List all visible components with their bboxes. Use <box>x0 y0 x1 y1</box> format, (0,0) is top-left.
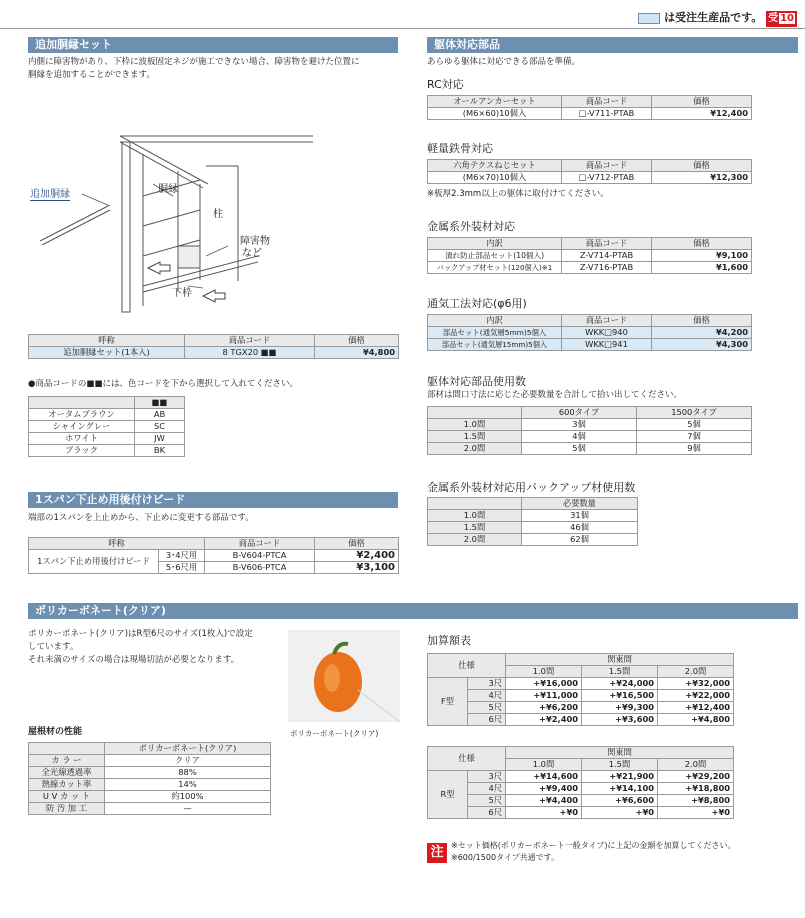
polycarbonate-photo <box>288 630 400 722</box>
table-cell: 88% <box>105 767 271 779</box>
col-header-name: 呼称 <box>29 538 205 550</box>
col-header-price: 価格 <box>315 335 399 347</box>
table-cell: +¥0 <box>582 807 658 819</box>
table-cell: クリア <box>105 755 271 767</box>
surcharge-table-r <box>427 746 734 819</box>
table-cell: 1.0間 <box>428 510 522 522</box>
table-cell: +¥0 <box>506 807 582 819</box>
metal-table <box>427 237 752 274</box>
col-header-span: 1.0間 <box>506 666 582 678</box>
section-desc-additional-rail: 内側に障害物があり、下枠に波板固定ネジが施工できない場合、障害物を避けた位置に 胴縁を追加することができます。 <box>28 57 360 80</box>
table-cell: 2.0間 <box>428 534 522 546</box>
col-header-price: 価格 <box>315 538 399 550</box>
table-cell: 3尺 <box>468 771 506 783</box>
table-cell: JW <box>135 433 185 445</box>
col-header-name: 内訳 <box>428 238 562 250</box>
col-header-span: 1.5間 <box>582 666 658 678</box>
col-header-spec: 仕様 <box>428 654 506 678</box>
table-cell: 漬れ防止部品セット(10個入) <box>428 250 562 262</box>
table-cell: +¥6,200 <box>506 702 582 714</box>
table-cell: 3個 <box>522 419 637 431</box>
usage-table <box>427 406 752 455</box>
steel-table <box>427 159 752 184</box>
table-cell: 部品セット(通気層5mm)5個入 <box>428 327 562 339</box>
col-header-name: 呼称 <box>29 335 185 347</box>
col-header-price: 価格 <box>652 160 752 172</box>
col-header-code: ■■ <box>135 397 185 409</box>
table-cell: ¥1,600 <box>652 262 752 274</box>
performance-title: 屋根材の性能 <box>28 727 83 737</box>
table-cell: 追加胴縁セット(1本入) <box>29 347 185 359</box>
col-header-span: 2.0間 <box>658 666 734 678</box>
table-cell: 2.0間 <box>428 443 522 455</box>
col-header-region: 関東間 <box>506 747 734 759</box>
bead-table <box>28 537 399 574</box>
sub-title-vent: 通気工法対応(φ6用) <box>427 297 527 310</box>
col-header-name: 内訳 <box>428 315 562 327</box>
table-cell: 防 汚 加 工 <box>29 803 105 815</box>
usage-desc: 部材は間口寸法に応じた必要数量を合計して拾い出してください。 <box>427 390 683 400</box>
table-cell: ¥2,400 <box>315 550 399 562</box>
col-header-code: 商品コード <box>562 238 652 250</box>
table-cell: 31個 <box>522 510 638 522</box>
table-cell: カ ラ ー <box>29 755 105 767</box>
table-cell: 9個 <box>637 443 752 455</box>
table-cell: B-V606-PTCA <box>205 562 315 574</box>
table-cell: オータムブラウン <box>29 409 135 421</box>
table-cell: +¥9,300 <box>582 702 658 714</box>
table-cell: バックアップ材セット(120個入)※1 <box>428 262 562 274</box>
table-cell: WKK□940 <box>562 327 652 339</box>
col-header-code: 商品コード <box>562 160 652 172</box>
table-cell: ¥3,100 <box>315 562 399 574</box>
note-badge: 注 <box>427 843 447 863</box>
table-cell: +¥6,600 <box>582 795 658 807</box>
section-title-polycarbonate: ポリカーボネート(クリア) <box>28 603 798 619</box>
col-header-price: 価格 <box>652 238 752 250</box>
table-cell: R型 <box>428 771 468 819</box>
table-cell: 3･4尺用 <box>159 550 205 562</box>
table-cell: 約100% <box>105 791 271 803</box>
table-cell: F型 <box>428 678 468 726</box>
col-header-code: 商品コード <box>185 335 315 347</box>
table-cell: 8 TGX20 ■■ <box>185 347 315 359</box>
table-cell: ¥12,400 <box>652 108 752 120</box>
section-desc-frame-parts: あらゆる躯体に対応できる部品を準備。 <box>427 57 581 67</box>
table-cell: 1.5間 <box>428 431 522 443</box>
label-obstacle: 障害物 など <box>240 236 270 259</box>
table-cell: U V カ ッ ト <box>29 791 105 803</box>
table-cell: ホワイト <box>29 433 135 445</box>
section-title-additional-rail: 追加胴縁セット <box>28 37 398 53</box>
table-cell: 4尺 <box>468 783 506 795</box>
table-cell: 4個 <box>522 431 637 443</box>
table-cell: ¥4,200 <box>652 327 752 339</box>
table-cell: +¥16,000 <box>506 678 582 690</box>
col-header-price: 価格 <box>652 315 752 327</box>
surcharge-notes: ※セット価格(ポリカーボネート一般タイプ)に上記の金額を加算してください。 ※600/1500タイプ共通です。 <box>451 841 736 862</box>
sub-title-backup: 金属系外装材対応用バックアップ材使用数 <box>427 481 636 494</box>
sub-title-usage: 躯体対応部品使用数 <box>427 375 526 388</box>
col-header-region: 関東間 <box>506 654 734 666</box>
table-cell: □-V711-PTAB <box>562 108 652 120</box>
table-cell: 5尺 <box>468 702 506 714</box>
label-bottom-frame: 下枠 <box>172 288 192 299</box>
vent-table <box>427 314 752 351</box>
table-cell: 5･6尺用 <box>159 562 205 574</box>
section-title-bead: 1スパン下止め用後付けビード <box>28 492 398 508</box>
table-cell: 1スパン下止め用後付けビード <box>29 550 159 574</box>
table-cell: 6尺 <box>468 714 506 726</box>
table-cell: +¥12,400 <box>658 702 734 714</box>
performance-table <box>28 742 271 815</box>
table-cell: +¥3,600 <box>582 714 658 726</box>
table-cell: 5個 <box>637 419 752 431</box>
table-cell: 全光線透過率 <box>29 767 105 779</box>
table-cell: 1.0間 <box>428 419 522 431</box>
table-cell: 62個 <box>522 534 638 546</box>
table-cell: 5尺 <box>468 795 506 807</box>
col-header-qty: 必要数量 <box>522 498 638 510</box>
col-header-1500: 1500タイプ <box>637 407 752 419</box>
table-cell: — <box>105 803 271 815</box>
label-post: 柱 <box>213 209 223 220</box>
table-cell: ¥9,100 <box>652 250 752 262</box>
col-header-price: 価格 <box>652 96 752 108</box>
table-cell: ブラック <box>29 445 135 457</box>
table-cell: BK <box>135 445 185 457</box>
table-cell: +¥0 <box>658 807 734 819</box>
table-cell: +¥14,100 <box>582 783 658 795</box>
pepper-photo-icon <box>288 630 400 722</box>
col-header-material: ポリカーボネート(クリア) <box>105 743 271 755</box>
sub-title-rc: RC対応 <box>427 78 464 91</box>
table-cell: +¥18,800 <box>658 783 734 795</box>
table-cell: 1.5間 <box>428 522 522 534</box>
table-cell: ¥4,800 <box>315 347 399 359</box>
table-cell: 14% <box>105 779 271 791</box>
table-cell: 5個 <box>522 443 637 455</box>
section-desc-bead: 端部の1スパンを上止めから、下止めに変更する部品です。 <box>28 513 254 523</box>
sub-title-steel: 軽量鉄骨対応 <box>427 142 493 155</box>
header-rule <box>0 28 805 29</box>
table-cell: B-V604-PTCA <box>205 550 315 562</box>
table-cell: □-V712-PTAB <box>562 172 652 184</box>
col-header-spec: 仕様 <box>428 747 506 771</box>
additional-rail-table <box>28 334 399 359</box>
col-header-span: 1.0間 <box>506 759 582 771</box>
table-cell: +¥4,400 <box>506 795 582 807</box>
table-cell: Z-V714-PTAB <box>562 250 652 262</box>
table-cell: 4尺 <box>468 690 506 702</box>
page-header <box>638 9 797 27</box>
col-header-span: 1.5間 <box>582 759 658 771</box>
table-cell: 熱線カット率 <box>29 779 105 791</box>
color-code-table <box>28 396 185 457</box>
sub-title-surcharge: 加算額表 <box>427 634 471 647</box>
table-cell: +¥22,000 <box>658 690 734 702</box>
table-cell: +¥11,000 <box>506 690 582 702</box>
table-cell: 7個 <box>637 431 752 443</box>
backup-table <box>427 497 638 546</box>
table-cell: 46個 <box>522 522 638 534</box>
legend-text: は受注生産品です。 <box>664 11 763 24</box>
rc-table <box>427 95 752 120</box>
photo-caption: ポリカーボネート(クリア) <box>290 729 379 738</box>
table-cell: Z-V716-PTAB <box>562 262 652 274</box>
table-cell: AB <box>135 409 185 421</box>
sub-title-metal: 金属系外装材対応 <box>427 220 515 233</box>
col-header-600: 600タイプ <box>522 407 637 419</box>
label-rail: 胴縁 <box>158 184 178 195</box>
table-cell: WKK□941 <box>562 339 652 351</box>
table-cell: +¥16,500 <box>582 690 658 702</box>
table-cell: 3尺 <box>468 678 506 690</box>
table-cell: +¥2,400 <box>506 714 582 726</box>
table-cell: ¥12,300 <box>652 172 752 184</box>
section-desc-polycarbonate: ポリカーボネート(クリア)はR型6尺のサイズ(1枚入)で設定 しています。 それ未満のサイズの場合は現場切詰が必要となります。 <box>28 629 253 665</box>
col-header-code: 商品コード <box>562 96 652 108</box>
table-cell: +¥24,000 <box>582 678 658 690</box>
table-cell: +¥32,000 <box>658 678 734 690</box>
table-cell: SC <box>135 421 185 433</box>
table-cell: (M6×60)10個入 <box>428 108 562 120</box>
steel-note: ※板厚2.3mm以上の躯体に取付けてください。 <box>427 189 609 199</box>
col-header-name: オールアンカーセット <box>428 96 562 108</box>
table-cell: +¥29,200 <box>658 771 734 783</box>
surcharge-table-f <box>427 653 734 726</box>
col-header-span: 2.0間 <box>658 759 734 771</box>
rail-diagram <box>28 96 313 338</box>
table-cell: ¥4,300 <box>652 339 752 351</box>
label-additional-rail: 追加胴縁 <box>30 185 70 201</box>
table-cell: +¥8,800 <box>658 795 734 807</box>
col-header-name: 六角テクスねじセット <box>428 160 562 172</box>
section-title-frame-parts: 躯体対応部品 <box>427 37 798 53</box>
table-cell: 6尺 <box>468 807 506 819</box>
table-cell: +¥9,400 <box>506 783 582 795</box>
table-cell: +¥4,800 <box>658 714 734 726</box>
col-header-code: 商品コード <box>562 315 652 327</box>
col-header-code: 商品コード <box>205 538 315 550</box>
table-cell: +¥21,900 <box>582 771 658 783</box>
color-code-note: ●商品コードの■■には、色コードを下から選択して入れてください。 <box>28 379 298 389</box>
legend-swatch <box>638 13 660 24</box>
table-cell: +¥14,600 <box>506 771 582 783</box>
order-badge: 受 10 <box>766 11 797 27</box>
table-cell: シャイングレー <box>29 421 135 433</box>
table-cell: (M6×70)10個入 <box>428 172 562 184</box>
table-cell: 部品セット(通気層15mm)5個入 <box>428 339 562 351</box>
